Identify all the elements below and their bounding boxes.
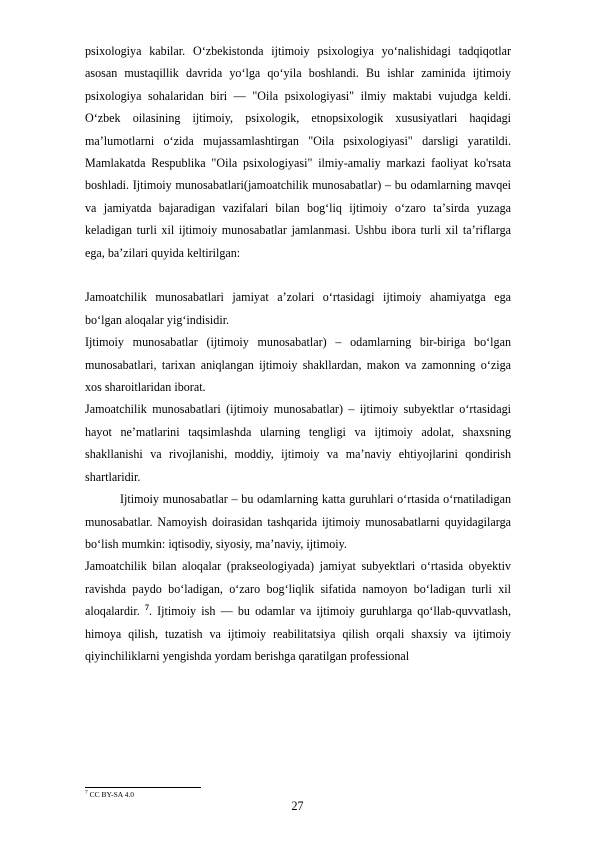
paragraph-definition-5: [85, 555, 511, 667]
page-number: 27: [291, 799, 304, 813]
paragraph-definition-4: Ijtimoiy munosabatlar – bu odamlarning katta guruhlari oʻrtasida oʻrnatiladigan munosabatlar. Namoyish doirasidan tashqarida ijtimoiy munosabatlarni quyidagilarga boʻlish mumkin: iqtisodiy, siyosiy, maʼnaviy, ijtimoiy.: [85, 492, 511, 551]
footnote-number: 7: [85, 789, 88, 796]
paragraph-definition-3: Jamoatchilik munosabatlari (ijtimoiy munosabatlar) – ijtimoiy subyektlar oʻrtasidagi hayot neʼmatlarini taqsimlashda ularning tengligi va ijtimoiy adolat, shaxsning shakllanishi va rivojlanishi, moddiy, ijtimoiy va maʼnaviy ehtiyojlarini qondirish shartlaridir.: [85, 402, 511, 484]
paragraph-definition-2: Ijtimoiy munosabatlar (ijtimoiy munosabatlar) – odamlarning bir-biriga boʻlgan munosabatlari, tarixan aniqlangan ijtimoiy shakllardan, makon va zamonning oʻziga xos sharoitlaridan iborat.: [85, 335, 511, 395]
paragraph-text-after-ref: . Ijtimoiy ish — bu odamlar va ijtimoiy guruhlarga qoʻllab-quvvatlash, himoya qilish, tuzatish va ijtimoiy reabilitatsiya qilish orqali shaxsiy va ijtimoiy qiyinchiliklarni yengishda yordam berishga qaratilgan professional: [85, 604, 511, 663]
paragraph-intro: psixologiya kabilar. Oʻzbekistonda ijtimoiy psixologiya yoʻnalishidagi tadqiqotlar asosan mustaqillik davrida yoʻlga qoʻyila boshlandi. Bu ishlar zaminida ijtimoiy psixologiya sohalaridan biri — "Oila psixologiyasi" ilmiy maktabi vujudga keldi. Oʻzbek oilasining ijtimoiy, psixologik, etnopsixologik xususiyatlari haqidagi maʼlumotlarni oʻzida mujassamlashtirgan "Oila psixologiyasi" darsligi yaratildi. Mamlakatda Respublika "Oila psixologiyasi" ilmiy-amaliy markazi faoliyat ko'rsata boshladi. Ijtimoiy munosabatlari(jamoatchilik munosabatlar) – bu odamlarning mavqei va jamiyatda bajaradigan vazifalari bilan bogʻliq ijtimoiy oʻzaro taʼsirda yuzaga keladigan turli xil ijtimoiy munosabatlar jamlanmasi. Ushbu ibora turli xil taʼriflarga ega, baʼzilari quyida keltirilgan:: [85, 44, 511, 260]
paragraph-gap: [85, 264, 511, 286]
footnote-reference[interactable]: 7: [144, 603, 149, 613]
paragraph-text-before-ref: Jamoatchilik bilan aloqalar (prakseologiyada) jamiyat subyektlari oʻrtasida obyektiv ravishda paydo boʻladigan, oʻzaro bogʻliqlik sifatida namoyon boʻladigan turli xil aloqalardir.: [85, 559, 511, 619]
footnote: [85, 790, 134, 799]
paragraph-definition-1: Jamoatchilik munosabatlari jamiyat aʼzolari oʻrtasidagi ijtimoiy ahamiyatga ega boʻlgan aloqalar yigʻindisidir.: [85, 290, 511, 327]
footnote-divider: [85, 787, 201, 788]
footnote-text: CC BY-SA 4.0: [87, 790, 135, 799]
page-body: [85, 40, 511, 667]
